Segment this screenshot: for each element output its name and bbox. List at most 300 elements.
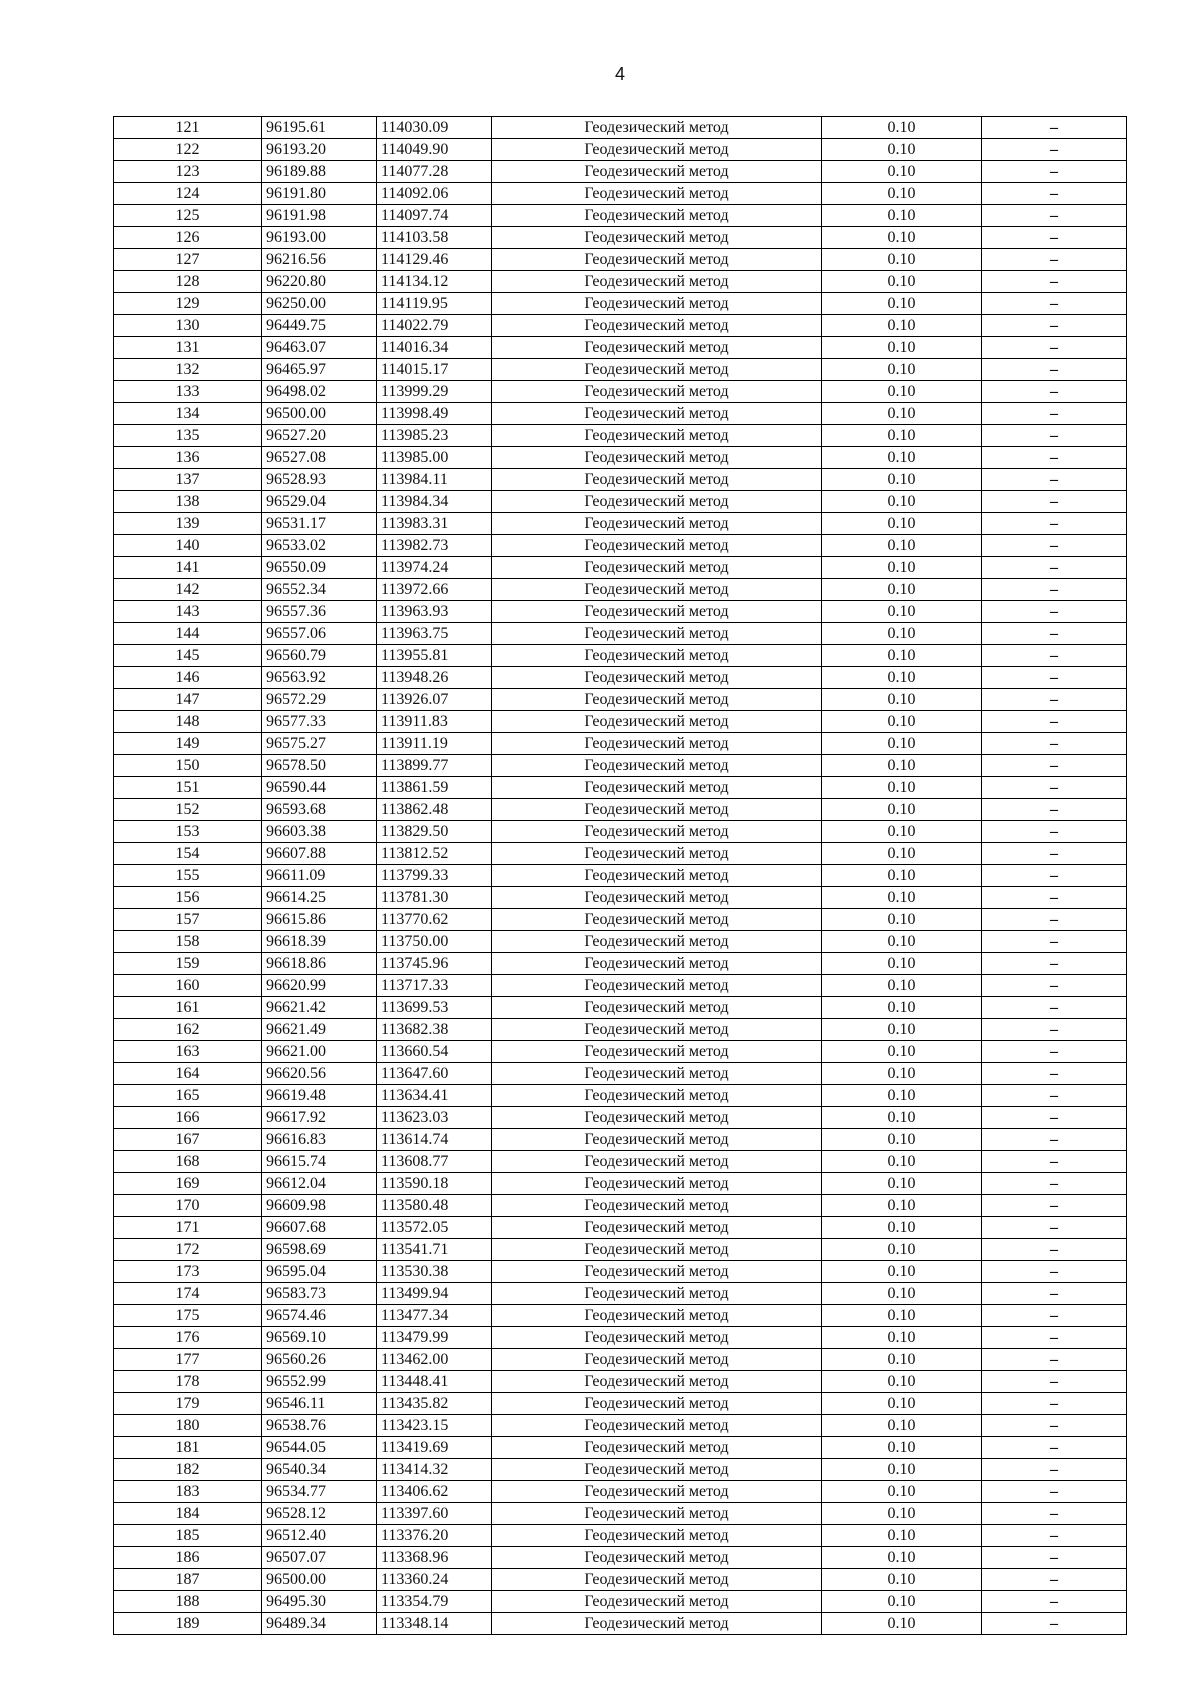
coordinates-table — [113, 116, 1127, 1635]
y-coordinate-cell: 113477.34 — [377, 1305, 492, 1327]
description-cell: – — [982, 1239, 1127, 1261]
point-number-cell: 137 — [114, 469, 262, 491]
method-cell: Геодезический метод — [492, 1107, 822, 1129]
table-row — [114, 1415, 1127, 1437]
table-row — [114, 1437, 1127, 1459]
description-cell: – — [982, 271, 1127, 293]
precision-cell: 0.10 — [822, 799, 982, 821]
point-number-cell: 156 — [114, 887, 262, 909]
x-coordinate-cell: 96607.88 — [262, 843, 377, 865]
precision-cell: 0.10 — [822, 1305, 982, 1327]
precision-cell: 0.10 — [822, 425, 982, 447]
point-number-cell: 181 — [114, 1437, 262, 1459]
x-coordinate-cell: 96598.69 — [262, 1239, 377, 1261]
x-coordinate-cell: 96621.42 — [262, 997, 377, 1019]
table-row — [114, 1151, 1127, 1173]
precision-cell: 0.10 — [822, 403, 982, 425]
precision-cell: 0.10 — [822, 447, 982, 469]
x-coordinate-cell: 96619.48 — [262, 1085, 377, 1107]
table-row — [114, 1041, 1127, 1063]
method-cell: Геодезический метод — [492, 139, 822, 161]
x-coordinate-cell: 96527.20 — [262, 425, 377, 447]
precision-cell: 0.10 — [822, 227, 982, 249]
description-cell: – — [982, 1173, 1127, 1195]
table-row — [114, 1481, 1127, 1503]
precision-cell: 0.10 — [822, 887, 982, 909]
method-cell: Геодезический метод — [492, 227, 822, 249]
x-coordinate-cell: 96572.29 — [262, 689, 377, 711]
x-coordinate-cell: 96540.34 — [262, 1459, 377, 1481]
x-coordinate-cell: 96552.99 — [262, 1371, 377, 1393]
table-row — [114, 139, 1127, 161]
table-row — [114, 117, 1127, 139]
point-number-cell: 175 — [114, 1305, 262, 1327]
method-cell: Геодезический метод — [492, 1459, 822, 1481]
y-coordinate-cell: 113829.50 — [377, 821, 492, 843]
table-row — [114, 491, 1127, 513]
x-coordinate-cell: 96618.86 — [262, 953, 377, 975]
y-coordinate-cell: 114016.34 — [377, 337, 492, 359]
description-cell: – — [982, 755, 1127, 777]
precision-cell: 0.10 — [822, 909, 982, 931]
method-cell: Геодезический метод — [492, 579, 822, 601]
x-coordinate-cell: 96603.38 — [262, 821, 377, 843]
table-row — [114, 711, 1127, 733]
description-cell: – — [982, 249, 1127, 271]
table-row — [114, 1063, 1127, 1085]
x-coordinate-cell: 96577.33 — [262, 711, 377, 733]
description-cell: – — [982, 381, 1127, 403]
y-coordinate-cell: 113983.31 — [377, 513, 492, 535]
x-coordinate-cell: 96557.36 — [262, 601, 377, 623]
precision-cell: 0.10 — [822, 381, 982, 403]
x-coordinate-cell: 96609.98 — [262, 1195, 377, 1217]
y-coordinate-cell: 113614.74 — [377, 1129, 492, 1151]
description-cell: – — [982, 1613, 1127, 1635]
x-coordinate-cell: 96495.30 — [262, 1591, 377, 1613]
y-coordinate-cell: 113911.83 — [377, 711, 492, 733]
x-coordinate-cell: 96533.02 — [262, 535, 377, 557]
y-coordinate-cell: 113580.48 — [377, 1195, 492, 1217]
x-coordinate-cell: 96463.07 — [262, 337, 377, 359]
y-coordinate-cell: 114134.12 — [377, 271, 492, 293]
y-coordinate-cell: 113781.30 — [377, 887, 492, 909]
description-cell: – — [982, 1063, 1127, 1085]
precision-cell: 0.10 — [822, 1415, 982, 1437]
method-cell: Геодезический метод — [492, 1063, 822, 1085]
table-row — [114, 513, 1127, 535]
point-number-cell: 174 — [114, 1283, 262, 1305]
page-number: 4 — [614, 64, 625, 84]
method-cell: Геодезический метод — [492, 535, 822, 557]
description-cell: – — [982, 843, 1127, 865]
x-coordinate-cell: 96449.75 — [262, 315, 377, 337]
description-cell: – — [982, 1481, 1127, 1503]
table-row — [114, 205, 1127, 227]
y-coordinate-cell: 113985.00 — [377, 447, 492, 469]
y-coordinate-cell: 113354.79 — [377, 1591, 492, 1613]
table-row — [114, 975, 1127, 997]
table-row — [114, 579, 1127, 601]
point-number-cell: 141 — [114, 557, 262, 579]
y-coordinate-cell: 114030.09 — [377, 117, 492, 139]
table-row — [114, 667, 1127, 689]
method-cell: Геодезический метод — [492, 1569, 822, 1591]
y-coordinate-cell: 113499.94 — [377, 1283, 492, 1305]
x-coordinate-cell: 96616.83 — [262, 1129, 377, 1151]
y-coordinate-cell: 114022.79 — [377, 315, 492, 337]
x-coordinate-cell: 96583.73 — [262, 1283, 377, 1305]
method-cell: Геодезический метод — [492, 1305, 822, 1327]
x-coordinate-cell: 96191.98 — [262, 205, 377, 227]
table-row — [114, 1591, 1127, 1613]
x-coordinate-cell: 96250.00 — [262, 293, 377, 315]
table-row — [114, 1503, 1127, 1525]
y-coordinate-cell: 113911.19 — [377, 733, 492, 755]
description-cell: – — [982, 1305, 1127, 1327]
method-cell: Геодезический метод — [492, 667, 822, 689]
x-coordinate-cell: 96500.00 — [262, 403, 377, 425]
x-coordinate-cell: 96193.00 — [262, 227, 377, 249]
description-cell: – — [982, 403, 1127, 425]
point-number-cell: 122 — [114, 139, 262, 161]
method-cell: Геодезический метод — [492, 1503, 822, 1525]
y-coordinate-cell: 113623.03 — [377, 1107, 492, 1129]
y-coordinate-cell: 113530.38 — [377, 1261, 492, 1283]
table-row — [114, 1173, 1127, 1195]
x-coordinate-cell: 96538.76 — [262, 1415, 377, 1437]
point-number-cell: 185 — [114, 1525, 262, 1547]
description-cell: – — [982, 359, 1127, 381]
x-coordinate-cell: 96557.06 — [262, 623, 377, 645]
precision-cell: 0.10 — [822, 821, 982, 843]
precision-cell: 0.10 — [822, 1261, 982, 1283]
method-cell: Геодезический метод — [492, 513, 822, 535]
point-number-cell: 150 — [114, 755, 262, 777]
y-coordinate-cell: 113360.24 — [377, 1569, 492, 1591]
point-number-cell: 135 — [114, 425, 262, 447]
precision-cell: 0.10 — [822, 557, 982, 579]
point-number-cell: 146 — [114, 667, 262, 689]
x-coordinate-cell: 96531.17 — [262, 513, 377, 535]
point-number-cell: 183 — [114, 1481, 262, 1503]
method-cell: Геодезический метод — [492, 425, 822, 447]
y-coordinate-cell: 113590.18 — [377, 1173, 492, 1195]
description-cell: – — [982, 821, 1127, 843]
precision-cell: 0.10 — [822, 1151, 982, 1173]
method-cell: Геодезический метод — [492, 315, 822, 337]
y-coordinate-cell: 113423.15 — [377, 1415, 492, 1437]
method-cell: Геодезический метод — [492, 1371, 822, 1393]
point-number-cell: 130 — [114, 315, 262, 337]
precision-cell: 0.10 — [822, 1239, 982, 1261]
description-cell: – — [982, 1085, 1127, 1107]
method-cell: Геодезический метод — [492, 1349, 822, 1371]
x-coordinate-cell: 96617.92 — [262, 1107, 377, 1129]
table-row — [114, 337, 1127, 359]
point-number-cell: 186 — [114, 1547, 262, 1569]
y-coordinate-cell: 113406.62 — [377, 1481, 492, 1503]
table-row — [114, 623, 1127, 645]
method-cell: Геодезический метод — [492, 799, 822, 821]
method-cell: Геодезический метод — [492, 1151, 822, 1173]
y-coordinate-cell: 113376.20 — [377, 1525, 492, 1547]
method-cell: Геодезический метод — [492, 117, 822, 139]
point-number-cell: 136 — [114, 447, 262, 469]
method-cell: Геодезический метод — [492, 689, 822, 711]
description-cell: – — [982, 117, 1127, 139]
table-row — [114, 403, 1127, 425]
x-coordinate-cell: 96578.50 — [262, 755, 377, 777]
y-coordinate-cell: 113634.41 — [377, 1085, 492, 1107]
y-coordinate-cell: 114049.90 — [377, 139, 492, 161]
y-coordinate-cell: 114103.58 — [377, 227, 492, 249]
point-number-cell: 128 — [114, 271, 262, 293]
point-number-cell: 166 — [114, 1107, 262, 1129]
y-coordinate-cell: 114077.28 — [377, 161, 492, 183]
description-cell: – — [982, 777, 1127, 799]
description-cell: – — [982, 183, 1127, 205]
point-number-cell: 140 — [114, 535, 262, 557]
point-number-cell: 131 — [114, 337, 262, 359]
y-coordinate-cell: 113462.00 — [377, 1349, 492, 1371]
method-cell: Геодезический метод — [492, 271, 822, 293]
point-number-cell: 134 — [114, 403, 262, 425]
point-number-cell: 152 — [114, 799, 262, 821]
point-number-cell: 147 — [114, 689, 262, 711]
method-cell: Геодезический метод — [492, 843, 822, 865]
method-cell: Геодезический метод — [492, 183, 822, 205]
table-row — [114, 1393, 1127, 1415]
point-number-cell: 154 — [114, 843, 262, 865]
x-coordinate-cell: 96191.80 — [262, 183, 377, 205]
point-number-cell: 164 — [114, 1063, 262, 1085]
description-cell: – — [982, 1591, 1127, 1613]
table-row — [114, 689, 1127, 711]
description-cell: – — [982, 1503, 1127, 1525]
table-row — [114, 1525, 1127, 1547]
point-number-cell: 133 — [114, 381, 262, 403]
point-number-cell: 172 — [114, 1239, 262, 1261]
point-number-cell: 153 — [114, 821, 262, 843]
table-row — [114, 183, 1127, 205]
point-number-cell: 178 — [114, 1371, 262, 1393]
x-coordinate-cell: 96498.02 — [262, 381, 377, 403]
precision-cell: 0.10 — [822, 1019, 982, 1041]
description-cell: – — [982, 1547, 1127, 1569]
table-row — [114, 469, 1127, 491]
y-coordinate-cell: 113899.77 — [377, 755, 492, 777]
y-coordinate-cell: 114097.74 — [377, 205, 492, 227]
precision-cell: 0.10 — [822, 755, 982, 777]
x-coordinate-cell: 96216.56 — [262, 249, 377, 271]
description-cell: – — [982, 1349, 1127, 1371]
x-coordinate-cell: 96528.12 — [262, 1503, 377, 1525]
precision-cell: 0.10 — [822, 1063, 982, 1085]
description-cell: – — [982, 799, 1127, 821]
precision-cell: 0.10 — [822, 139, 982, 161]
x-coordinate-cell: 96614.25 — [262, 887, 377, 909]
table-row — [114, 865, 1127, 887]
y-coordinate-cell: 113926.07 — [377, 689, 492, 711]
description-cell: – — [982, 667, 1127, 689]
point-number-cell: 142 — [114, 579, 262, 601]
method-cell: Геодезический метод — [492, 557, 822, 579]
y-coordinate-cell: 113608.77 — [377, 1151, 492, 1173]
method-cell: Геодезический метод — [492, 359, 822, 381]
x-coordinate-cell: 96595.04 — [262, 1261, 377, 1283]
precision-cell: 0.10 — [822, 1459, 982, 1481]
y-coordinate-cell: 113985.23 — [377, 425, 492, 447]
y-coordinate-cell: 114015.17 — [377, 359, 492, 381]
precision-cell: 0.10 — [822, 689, 982, 711]
precision-cell: 0.10 — [822, 1591, 982, 1613]
x-coordinate-cell: 96590.44 — [262, 777, 377, 799]
precision-cell: 0.10 — [822, 183, 982, 205]
y-coordinate-cell: 113647.60 — [377, 1063, 492, 1085]
y-coordinate-cell: 113541.71 — [377, 1239, 492, 1261]
table-row — [114, 1107, 1127, 1129]
y-coordinate-cell: 113750.00 — [377, 931, 492, 953]
precision-cell: 0.10 — [822, 1525, 982, 1547]
table-row — [114, 821, 1127, 843]
description-cell: – — [982, 1459, 1127, 1481]
point-number-cell: 165 — [114, 1085, 262, 1107]
y-coordinate-cell: 113682.38 — [377, 1019, 492, 1041]
point-number-cell: 170 — [114, 1195, 262, 1217]
description-cell: – — [982, 205, 1127, 227]
description-cell: – — [982, 1261, 1127, 1283]
x-coordinate-cell: 96512.40 — [262, 1525, 377, 1547]
x-coordinate-cell: 96575.27 — [262, 733, 377, 755]
y-coordinate-cell: 113717.33 — [377, 975, 492, 997]
y-coordinate-cell: 113999.29 — [377, 381, 492, 403]
table-row — [114, 227, 1127, 249]
table-row — [114, 1613, 1127, 1635]
table-row — [114, 1195, 1127, 1217]
y-coordinate-cell: 113963.75 — [377, 623, 492, 645]
method-cell: Геодезический метод — [492, 1019, 822, 1041]
precision-cell: 0.10 — [822, 1195, 982, 1217]
table-row — [114, 557, 1127, 579]
method-cell: Геодезический метод — [492, 469, 822, 491]
method-cell: Геодезический метод — [492, 865, 822, 887]
table-row — [114, 1327, 1127, 1349]
description-cell: – — [982, 1195, 1127, 1217]
table-row — [114, 777, 1127, 799]
point-number-cell: 155 — [114, 865, 262, 887]
point-number-cell: 159 — [114, 953, 262, 975]
x-coordinate-cell: 96615.74 — [262, 1151, 377, 1173]
description-cell: – — [982, 579, 1127, 601]
precision-cell: 0.10 — [822, 997, 982, 1019]
table-row — [114, 645, 1127, 667]
y-coordinate-cell: 113974.24 — [377, 557, 492, 579]
method-cell: Геодезический метод — [492, 1547, 822, 1569]
description-cell: – — [982, 1041, 1127, 1063]
description-cell: – — [982, 1525, 1127, 1547]
method-cell: Геодезический метод — [492, 337, 822, 359]
method-cell: Геодезический метод — [492, 1393, 822, 1415]
point-number-cell: 189 — [114, 1613, 262, 1635]
x-coordinate-cell: 96560.26 — [262, 1349, 377, 1371]
point-number-cell: 160 — [114, 975, 262, 997]
precision-cell: 0.10 — [822, 579, 982, 601]
point-number-cell: 148 — [114, 711, 262, 733]
precision-cell: 0.10 — [822, 161, 982, 183]
x-coordinate-cell: 96620.56 — [262, 1063, 377, 1085]
precision-cell: 0.10 — [822, 1041, 982, 1063]
x-coordinate-cell: 96621.49 — [262, 1019, 377, 1041]
method-cell: Геодезический метод — [492, 293, 822, 315]
description-cell: – — [982, 887, 1127, 909]
x-coordinate-cell: 96569.10 — [262, 1327, 377, 1349]
description-cell: – — [982, 1283, 1127, 1305]
y-coordinate-cell: 113799.33 — [377, 865, 492, 887]
x-coordinate-cell: 96528.93 — [262, 469, 377, 491]
point-number-cell: 158 — [114, 931, 262, 953]
precision-cell: 0.10 — [822, 359, 982, 381]
y-coordinate-cell: 113414.32 — [377, 1459, 492, 1481]
x-coordinate-cell: 96552.34 — [262, 579, 377, 601]
description-cell: – — [982, 315, 1127, 337]
point-number-cell: 138 — [114, 491, 262, 513]
method-cell: Геодезический метод — [492, 1239, 822, 1261]
table-row — [114, 755, 1127, 777]
method-cell: Геодезический метод — [492, 1261, 822, 1283]
description-cell: – — [982, 1569, 1127, 1591]
x-coordinate-cell: 96489.34 — [262, 1613, 377, 1635]
y-coordinate-cell: 113419.69 — [377, 1437, 492, 1459]
y-coordinate-cell: 113479.99 — [377, 1327, 492, 1349]
precision-cell: 0.10 — [822, 271, 982, 293]
precision-cell: 0.10 — [822, 1327, 982, 1349]
description-cell: – — [982, 513, 1127, 535]
x-coordinate-cell: 96220.80 — [262, 271, 377, 293]
table-row — [114, 1129, 1127, 1151]
description-cell: – — [982, 1371, 1127, 1393]
description-cell: – — [982, 711, 1127, 733]
y-coordinate-cell: 113812.52 — [377, 843, 492, 865]
x-coordinate-cell: 96195.61 — [262, 117, 377, 139]
table-row — [114, 1305, 1127, 1327]
method-cell: Геодезический метод — [492, 1613, 822, 1635]
table-row — [114, 1371, 1127, 1393]
table-row — [114, 271, 1127, 293]
method-cell: Геодезический метод — [492, 1041, 822, 1063]
description-cell: – — [982, 1393, 1127, 1415]
description-cell: – — [982, 1415, 1127, 1437]
y-coordinate-cell: 113955.81 — [377, 645, 492, 667]
x-coordinate-cell: 96534.77 — [262, 1481, 377, 1503]
description-cell: – — [982, 1129, 1127, 1151]
table-row — [114, 447, 1127, 469]
precision-cell: 0.10 — [822, 623, 982, 645]
description-cell: – — [982, 161, 1127, 183]
table-row — [114, 931, 1127, 953]
point-number-cell: 171 — [114, 1217, 262, 1239]
description-cell: – — [982, 623, 1127, 645]
precision-cell: 0.10 — [822, 1217, 982, 1239]
description-cell: – — [982, 139, 1127, 161]
table-row — [114, 909, 1127, 931]
table-row — [114, 425, 1127, 447]
table-row — [114, 1283, 1127, 1305]
point-number-cell: 143 — [114, 601, 262, 623]
description-cell: – — [982, 975, 1127, 997]
point-number-cell: 184 — [114, 1503, 262, 1525]
point-number-cell: 151 — [114, 777, 262, 799]
